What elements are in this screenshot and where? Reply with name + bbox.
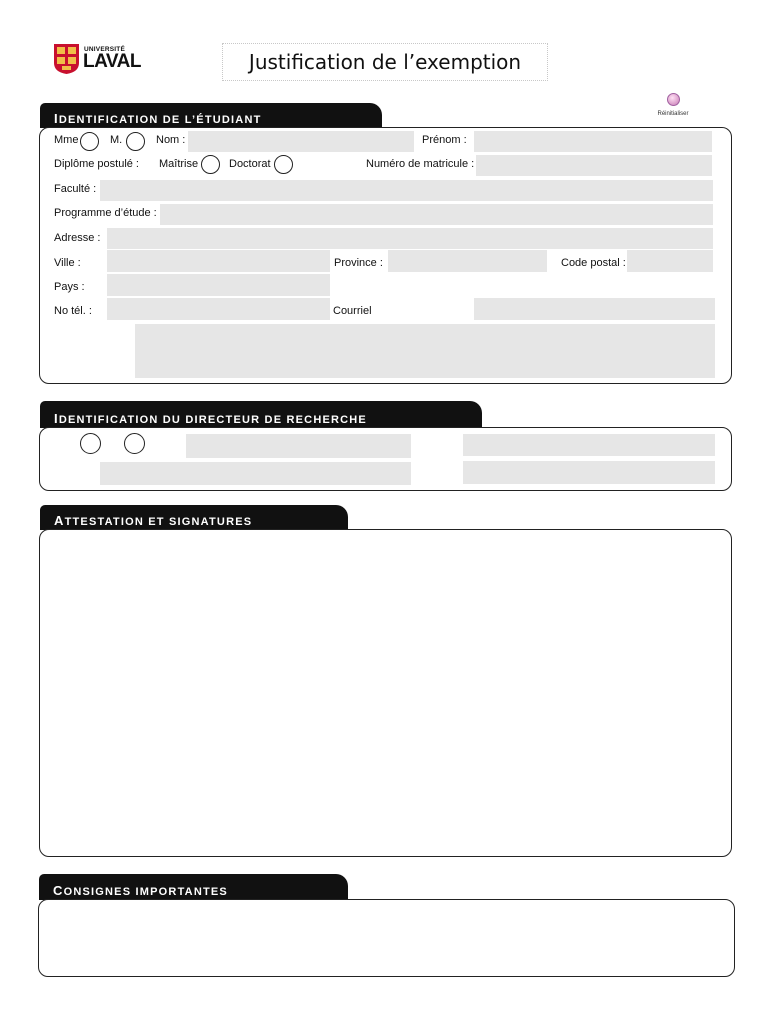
student-section-heading: I DENTIFICATION DE L’ÉTUDIANT: [40, 103, 382, 128]
programme-label: Programme d’étude :: [54, 207, 157, 219]
mme-radio[interactable]: [80, 132, 99, 151]
director-radio-1[interactable]: [80, 433, 101, 454]
director-field-3[interactable]: [100, 462, 411, 485]
m-radio[interactable]: [126, 132, 145, 151]
mme-label: Mme: [54, 134, 79, 146]
maitrise-label: Maîtrise: [159, 158, 199, 170]
director-field-2[interactable]: [463, 434, 715, 456]
courriel-label: Courriel: [333, 305, 372, 317]
reset-label[interactable]: Réinitialiser: [657, 111, 689, 117]
faculte-label: Faculté :: [54, 183, 97, 195]
ville-label: Ville :: [54, 257, 81, 269]
code-postal-field[interactable]: [627, 250, 713, 272]
universite-laval-logo-icon: [53, 43, 80, 75]
pays-label: Pays :: [54, 281, 85, 293]
logo-text-laval: LAVAL: [83, 51, 142, 72]
adresse-field[interactable]: [107, 228, 713, 249]
nom-label: Nom :: [156, 134, 186, 146]
attestation-section-heading: A TTESTATION ET SIGNATURES: [40, 505, 348, 530]
programme-field[interactable]: [160, 204, 713, 225]
director-name-field[interactable]: [186, 434, 411, 458]
ville-field[interactable]: [107, 250, 330, 272]
nom-field[interactable]: [188, 131, 414, 152]
document-title: Justification de l’exemption: [222, 43, 548, 81]
reset-icon[interactable]: [667, 93, 680, 106]
faculte-field[interactable]: [100, 180, 713, 201]
adresse-label: Adresse :: [54, 232, 101, 244]
prenom-label: Prénom :: [422, 134, 467, 146]
logo-text-universite: UNIVERSITÉ: [84, 46, 126, 53]
pays-field[interactable]: [107, 274, 330, 296]
maitrise-radio[interactable]: [201, 155, 220, 174]
prenom-field[interactable]: [474, 131, 712, 152]
province-field[interactable]: [388, 250, 547, 272]
consignes-section-panel: [38, 899, 735, 977]
matricule-label: Numéro de matricule :: [366, 158, 475, 170]
student-notes-field[interactable]: [135, 324, 715, 378]
diplome-label: Diplôme postulé :: [54, 158, 139, 170]
m-label: M.: [110, 134, 123, 146]
consignes-section-heading: C ONSIGNES IMPORTANTES: [39, 874, 348, 900]
tel-label: No tél. :: [54, 305, 92, 317]
tel-field[interactable]: [107, 298, 330, 320]
courriel-field[interactable]: [474, 298, 715, 320]
province-label: Province :: [334, 257, 383, 269]
code-postal-label: Code postal :: [561, 257, 626, 269]
director-section-heading: I DENTIFICATION DU DIRECTEUR DE RECHERCHE: [40, 401, 482, 428]
director-field-4[interactable]: [463, 461, 715, 484]
matricule-field[interactable]: [476, 155, 712, 176]
doctorat-radio[interactable]: [274, 155, 293, 174]
attestation-section-panel: [39, 529, 732, 857]
doctorat-label: Doctorat: [229, 158, 271, 170]
director-radio-2[interactable]: [124, 433, 145, 454]
